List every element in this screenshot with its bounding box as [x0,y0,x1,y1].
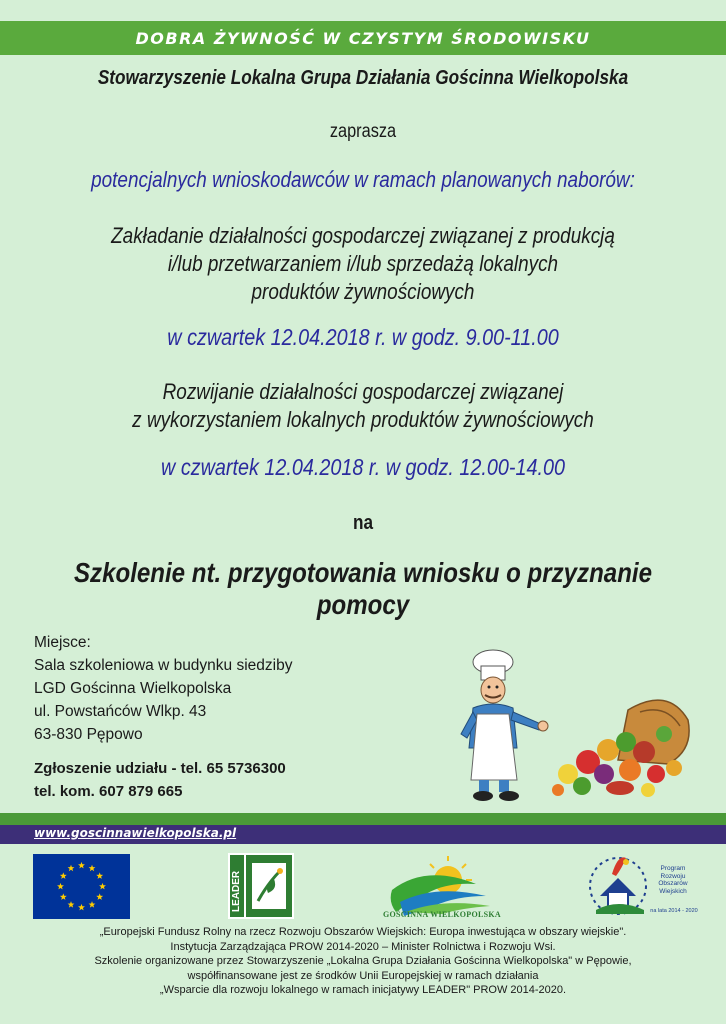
vegetables-illustration [548,690,696,798]
prow-text [648,865,698,895]
topic-1-line: Zakładanie działalności gospodarczej związanej z produkcją [111,223,615,248]
place-line: Sala szkoleniowa w budynku siedziby [34,657,293,674]
footer-line: Szkolenie organizowane przez Stowarzyszenie „Lokalna Grupa Działania Gościnna Wielkopolska" w Pępowie, [94,955,632,967]
leader-label [229,856,243,916]
prow-text-line: Program [660,865,686,872]
footer-line: „Wsparcie dla rozwoju lokalnego w ramach inicjatywy LEADER" PROW 2014-2020. [159,984,567,996]
contact-phone: Zgłoszenie udziału - tel. 65 5736300 [34,760,286,777]
eu-flag-icon [33,854,130,919]
topic-2 [51,378,675,434]
topic-1 [51,222,675,306]
place-line: ul. Powstańców Wlkp. 43 [34,703,207,720]
place-block [34,631,292,746]
topic-2-line: z wykorzystaniem lokalnych produktów żywnościowych [132,407,594,432]
website-link[interactable]: www.goscinnawielkopolska.pl [34,826,237,840]
prow-text-line: Obszarów [658,880,688,887]
footer-line: współfinansowane jest ze środków Unii Europejskiej w ramach działania [187,969,539,982]
topic-1-line: i/lub przetwarzaniem i/lub sprzedażą lokalnych [167,251,559,276]
footer-line: „Europejski Fundusz Rolny na rzecz Rozwoju Obszarów Wiejskich: Europa inwestująca w obszary wiejskie". [99,926,627,938]
contact-mobile: tel. kom. 607 879 665 [34,783,183,800]
prow-text-line: Wiejskich [659,887,687,895]
prow-years: na lata 2014 - 2020 [650,908,698,914]
date-1: w czwartek 12.04.2018 r. w godz. 9.00-11.00 [167,324,559,350]
place-line: Miejsce: [34,634,91,651]
audience-text: potencjalnych wnioskodawców w ramach planowanych naborów: [91,167,635,192]
chef-illustration [455,648,555,803]
place-line: LGD Gościnna Wielkopolska [34,680,232,697]
green-divider [0,813,726,825]
footer-text [0,925,726,998]
top-banner [0,21,726,55]
prow-text-line: Rozwoju [660,872,686,880]
date-2: w czwartek 12.04.2018 r. w godz. 12.00-14.00 [161,454,565,480]
organization-name: Stowarzyszenie Lokalna Grupa Działania Gościnna Wielkopolska [97,67,629,89]
contact-block [34,757,286,803]
footer-line: Instytucja Zarządzająca PROW 2014-2020 – Minister Rolnictwa i Rozwoju Wsi. [170,940,556,953]
place-line: 63-830 Pępowo [34,726,143,743]
invites-text: zaprasza [329,121,397,142]
leader-text: LEADER [231,870,242,912]
topic-2-line: Rozwijanie działalności gospodarczej związanej [162,379,564,404]
training-title: Szkolenie nt. przygotowania wniosku o przyznanie pomocy [73,557,653,620]
banner-title: DOBRA ŻYWNOŚĆ W CZYSTYM ŚRODOWISKU [135,28,591,48]
na-text: na [352,512,374,534]
topic-1-line: produktów żywnościowych [251,279,475,304]
lgd-logo-label: GOŚCINNA WIELKOPOLSKA [383,910,501,919]
